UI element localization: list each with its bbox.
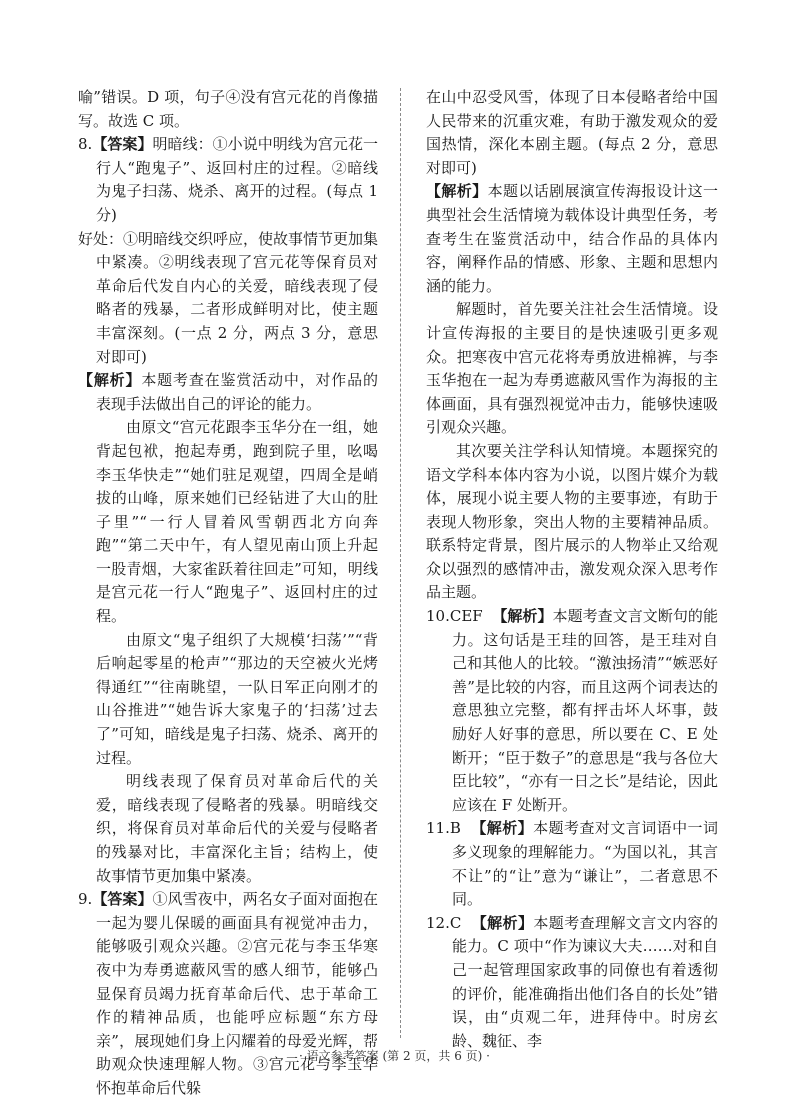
q7-continuation <box>78 86 378 133</box>
q12-analysis: 本题考查理解文言文内容的能力。C 项中“作为谏议大夫……对和自己一起管理国家政事的同僚也有着透彻的评价，能准确指出他们各自的长处”错误，由“贞观二年，进拜侍中。时房玄龄、魏征、李 <box>452 913 718 1050</box>
q9-answer: ①风雪夜中，两名女子面对面抱在一起为婴儿保暖的画面具有视觉冲击力，能够吸引观众兴趣。②宫元花与李玉华寒夜中为寿勇遮蔽风雪的感人细节，能够凸显保育员竭力抚育革命后代、忠于革命工作的精神品质，也能呼应标题“东方母亲”，展现她们身上闪耀着的母爱光辉，帮助观众快速理解人物。③宫元花与李玉华怀抱革命后代躲 <box>96 890 378 1097</box>
q9-number: 9. <box>78 890 93 909</box>
question-11 <box>426 817 718 911</box>
q9-analysis-p2: 解题时，首先要关注社会生活情境。设计宣传海报的主要目的是快速吸引更多观众。把寒夜中宫元花将寿勇放进棉裤，与李玉华抱在一起为寿勇遮蔽风雪作为海报的主体画面，具有强烈视觉冲击力，能够快速吸引观众兴趣。 <box>426 300 718 437</box>
q8-answer-tag: 【答案】 <box>92 135 153 154</box>
q8-benefit: 好处：①明暗线交织呼应，使故事情节更加集中紧凑。②明线表现了宫元花等保育员对革命后代发自内心的关爱，暗线表现了侵略者的残暴，二者形成鲜明对比，使主题丰富深刻。(一点 2 分，两点 3 分，意思对即可) <box>78 229 379 366</box>
page-footer: · 语文参考答案 (第 2 页，共 6 页) · <box>299 1049 490 1063</box>
left-column <box>78 86 378 1101</box>
q11-number: 11. <box>426 819 450 838</box>
q8-analysis-tag: 【解析】 <box>78 371 142 390</box>
question-8 <box>78 133 378 888</box>
q8-analysis-p1: 本题考查在鉴赏活动中，对作品的表现手法做出自己的评论的能力。 <box>96 371 378 413</box>
question-10 <box>426 605 718 817</box>
q9-analysis-tag: 【解析】 <box>426 182 488 201</box>
q7-text: 喻”错误。D 项，句子④没有宫元花的肖像描写。故选 C 项。 <box>78 88 378 130</box>
q8-analysis-p4: 明线表现了保育员对革命后代的关爱，暗线表现了侵略者的残暴。明暗线交织，将保育员对革命后代的关爱与侵略者的残暴对比，丰富深化主旨；结构上，使故事情节更加集中紧凑。 <box>96 772 378 885</box>
q8-answer: 明暗线：①小说中明线为宫元花一行人“跑鬼子”、返回村庄的过程。②暗线为鬼子扫荡、烧杀、离开的过程。(每点 1 分) <box>96 135 378 224</box>
q9-analysis-p1: 本题以话剧展演宣传海报设计这一典型社会生活情境为载体设计典型任务，考查考生在鉴赏活动中，结合作品的具体内容，阐释作品的情感、形象、主题和思想内涵的能力。 <box>426 182 718 295</box>
q10-analysis: 本题考查文言文断句的能力。这句话是王珪的回答，是王珪对自己和其他人的比较。“激浊扬清”“嫉恶好善”是比较的内容，而且这两个词表达的意思独立完整，都有抨击坏人坏事，鼓励好人好事的意思，所以要在 C、E 处断开；“臣于数子”的意思是“我与各位大臣比较”，“亦有一日之长”是结论，因此应该在 F 处断开。 <box>452 607 718 814</box>
q11-analysis-tag: 【解析】 <box>471 819 534 838</box>
q11-answer: B <box>449 819 461 838</box>
q9-analysis-p3: 其次要关注学科认知情境。本题探究的语文学科本体内容为小说，以图片媒介为载体，展现小说主要人物的主要事迹，有助于表现人物形象，突出人物的主要精神品质。联系特定背景，图片展示的人物举止又给观众以强烈的感情冲击，激发观众深入思考作品主题。 <box>426 441 718 602</box>
q12-number: 12. <box>426 913 450 932</box>
q12-answer: C <box>449 913 462 932</box>
q11-analysis: 本题考查对文言词语中一词多义现象的理解能力。“为国以礼，其言不让”的“让”意为“谦让”，二者意思不同。 <box>452 819 718 909</box>
q8-analysis-p2: 由原文“宫元花跟李玉华分在一组，她背起包袱，抱起寿勇，跑到院子里，吆喝李玉华快走”“她们驻足观望，四周全是峭拔的山峰，原来她们已经钻进了大山的肚子里”“一行人冒着风雪朝西北方向奔跑”“第二天中午，有人望见南山顶上升起一股青烟，大家雀跃着往回走”可知，明线是宫元花一行人“跑鬼子”、返回村庄的过程。 <box>96 418 378 626</box>
q10-analysis-tag: 【解析】 <box>492 607 553 626</box>
column-divider <box>400 88 401 1038</box>
question-12 <box>426 912 718 1054</box>
question-9 <box>78 888 378 1100</box>
q9-continuation: 在山中忍受风雪，体现了日本侵略者给中国人民带来的沉重灾难，有助于激发观众的爱国热情，深化本剧主题。(每点 2 分，意思对即可) <box>426 88 718 177</box>
q8-analysis-p3: 由原文“鬼子组织了大规模‘扫荡’”“背后响起零星的枪声”“那边的天空被火光烤得通红”“往南眺望，一队日军正向刚才的山谷推进”“她告诉大家鬼子的‘扫荡’过去了”可知，暗线是鬼子扫荡、烧杀、离开的过程。 <box>96 630 378 767</box>
q10-number: 10. <box>426 607 450 626</box>
q12-analysis-tag: 【解析】 <box>471 913 534 932</box>
q9-answer-tag: 【答案】 <box>92 890 153 909</box>
q10-answer: CEF <box>449 607 483 626</box>
q8-number: 8. <box>78 135 93 154</box>
right-column <box>426 86 718 1053</box>
